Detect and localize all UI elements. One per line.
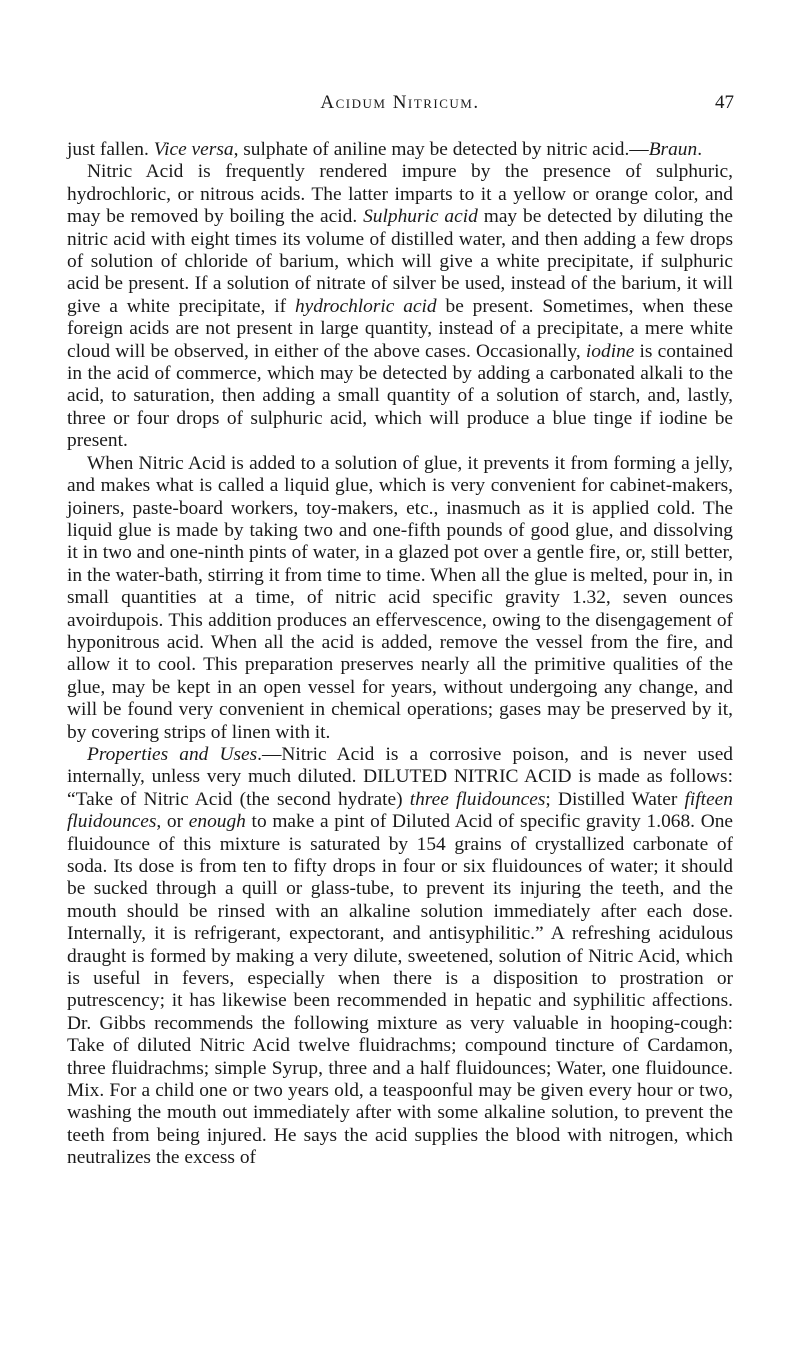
text-run: When Nitric Acid is added to a solution of glue, it prevents it from forming a jelly, and makes what is called a liquid glue, which is very convenient for cabinet-makers, joiners, paste-board workers, toy-makers, etc., inasmuch as it is applied cold. The liquid glue is made by taking two and one-fifth pounds of good glue, and dissolving it in two and one-ninth pints of water, in a glazed pot over a gentle fire, or, still better, in the water-bath, stirring it from time to time. When all the glue is melted, pour in, in small quantities at a time, of nitric acid specific gravity 1.32, seven ounces avoirdupois. This addition produces an effervescence, owing to the disengagement of hyponitrous acid. When all the acid is added, remove the vessel from the fire, and allow it to cool. This preparation preserves nearly all the primitive qualities of the glue, may be kept in an open vessel for years, without undergoing any change, and will be found very convenient in chemical operations; gases may be preserved by it, by covering strips of linen with it.	[67, 452, 733, 743]
text-run: be present. Sometimes, when these foreign acids are not present in large quantity, instead of a precipitate, a mere white cloud will be observed, in either of the above cases. Occasionally,	[67, 295, 733, 362]
paragraph-impurities	[67, 161, 733, 452]
italic-run: Sulphuric acid	[363, 206, 478, 228]
italic-run: iodine	[585, 340, 635, 362]
italic-run: Vice versa	[153, 139, 234, 160]
text-run: may be detected by diluting the nitric acid with eight times its volume of distilled water, and then adding a few drops of solution of chloride of barium, which will give a white precipitate, if sulphuric acid be present. If a solution of nitrate of silver be used, instead of the barium, it will give a white precipitate, if	[67, 206, 734, 317]
body-text	[67, 139, 733, 1170]
paragraph-liquid-glue	[67, 453, 733, 744]
text-run: .—Nitric Acid is a corrosive poison, and is never used internally, unless very much diluted. DILUTED NITRIC ACID is made as follows: “Take of Nitric Acid (the second hydrate)	[67, 743, 733, 810]
running-title: Acidum Nitricum.	[320, 92, 480, 113]
text-run: is contained in the acid of commerce, which may be detected by adding a carbonated alkali to the acid, to saturation, then adding a small quantity of a solution of starch, and, lastly, three or four drops of sulphuric acid, which will produce a blue tinge if iodine be present.	[67, 340, 733, 452]
running-head	[0, 92, 800, 120]
text-run: to make a pint of Diluted Acid of specific gravity 1.068. One fluidounce of this mixture is saturated by 154 grains of crystallized carbonate of soda. Its dose is from ten to fifty drops in four or six fluidounces of water; it should be sucked through a quill or glass-tube, to prevent its injuring the teeth, and the mouth should be rinsed with an alkaline solution immediately after each dose. Internally, it is refrigerant, expectorant, and antisyphilitic.” A refreshing acidulous draught is formed by making a very dilute, sweetened, solution of Nitric Acid, which is useful in fevers, especially when there is a disposition to prostration or putrescency; it has likewise been recommended in hepatic and syphilitic affections. Dr. Gibbs recommends the following mixture as very valuable in hooping-cough: Take of diluted Nitric Acid twelve fluidrachms; compound tincture of Cardamon, three fluidrachms; simple Syrup, three and a half fluidounces; Water, one fluidounce. Mix. For a child one or two years old, a teaspoonful may be given every hour or two, washing the mouth out immediately after with some alkaline solution, to prevent the teeth from being injured. He says the acid supplies the blood with nitrogen, which neutralizes the excess of	[67, 811, 733, 1169]
text-run: .	[697, 139, 703, 160]
text-run: Nitric Acid is frequently rendered impure by the presence of sulphuric, hydrochloric, or nitrous acids. The latter imparts to it a yellow or orange color, and may be removed by boiling the acid.	[67, 161, 733, 228]
italic-run: enough	[188, 811, 246, 833]
paragraph-continued	[67, 139, 733, 161]
italic-run: three fluidounces	[409, 788, 546, 810]
paragraph-properties-uses	[67, 744, 733, 1170]
italic-run: Braun	[648, 139, 698, 160]
text-run: , or	[156, 811, 189, 833]
italic-run: Properties and Uses	[87, 743, 258, 765]
page-number: 47	[715, 92, 734, 113]
text-run: , sulphate of aniline may be detected by nitric acid.—	[233, 139, 649, 160]
text-run: ; Distilled Water	[545, 788, 685, 810]
italic-run: fifteen fluidounces	[67, 788, 733, 833]
text-run: just fallen.	[67, 139, 154, 160]
italic-run: hydrochloric acid	[294, 295, 437, 317]
